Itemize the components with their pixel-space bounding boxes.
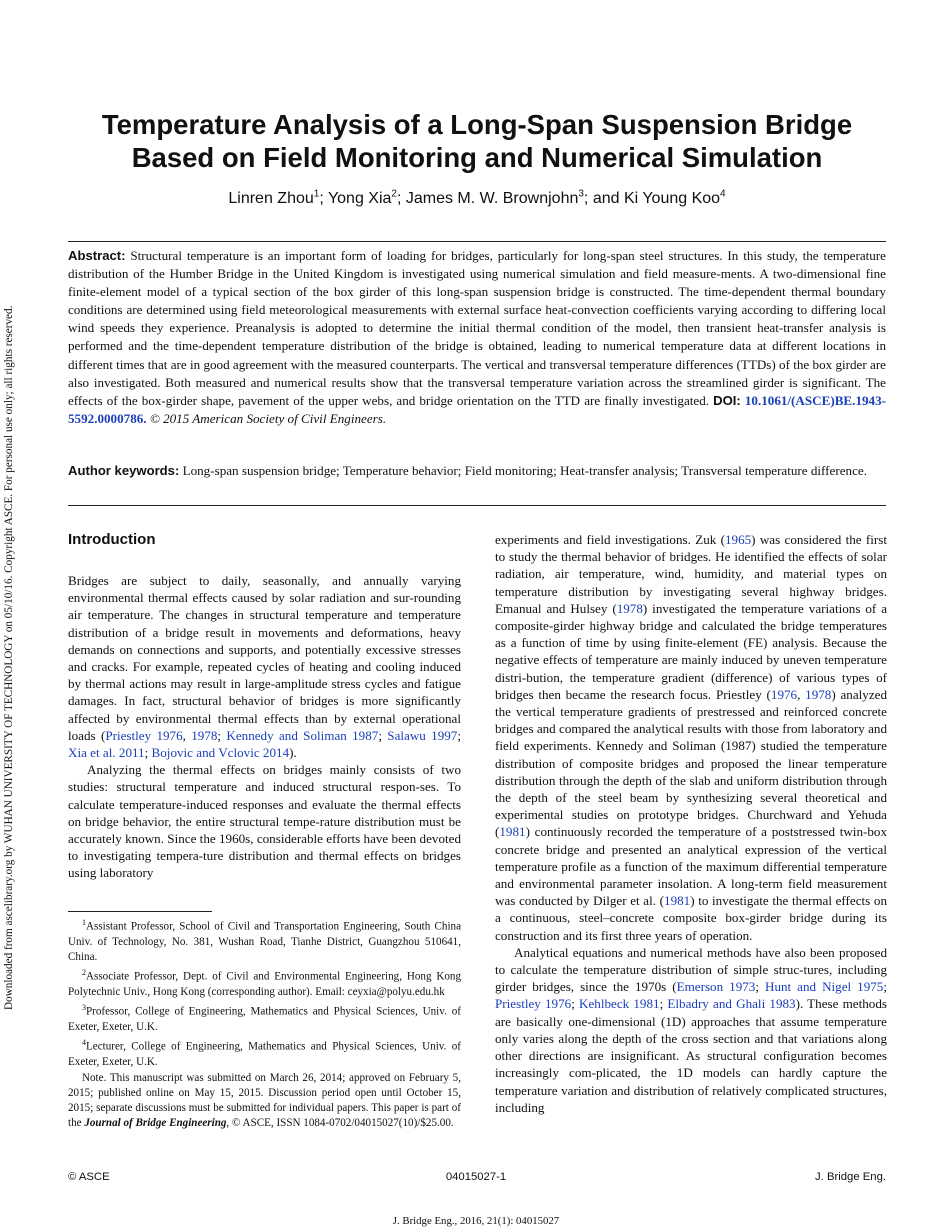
- paragraph-text: ;: [378, 727, 388, 743]
- intro-paragraph-2: [68, 761, 461, 881]
- paper-title: [68, 108, 886, 174]
- abstract-top-rule: [68, 241, 886, 242]
- paragraph-text: ;: [755, 979, 765, 995]
- citation-link[interactable]: 1978: [805, 686, 832, 702]
- footnote-2: $^2$Associate Professor, Dept. of Civil and Environmental Engineering, Hong Kong Polytechnic Univ., Hong Kong (corresponding author). Email: ceyxia@polyu.edu.hk: [68, 968, 461, 999]
- paragraph-text: ,: [797, 686, 806, 702]
- footer-page-id: 04015027-1: [445, 1171, 507, 1183]
- footnote-1: $^1$Assistant Professor, School of Civil and Transportation Engineering, South China Univ. of Technology, No. 381, Wushan Road, Tianhe District, Guangzhou 510641, China.: [68, 918, 461, 964]
- author-list: [68, 189, 886, 208]
- copyright-notice: © 2015 American Society of Civil Engineers.: [149, 410, 387, 426]
- paragraph-text: ) was considered the first to study the thermal behavior of bridges. He identified the effects of solar radiation, air temperature, wind, humidity, and material types on temperature distribution by investigating several highway bridges. Emanual and Hulsey (: [495, 532, 887, 616]
- footnote-4: $^4$Lecturer, College of Engineering, Mathematics and Physical Sciences, Univ. of Exeter, Exeter, U.K.: [68, 1038, 461, 1069]
- footer-journal: J. Bridge Eng.: [815, 1171, 886, 1183]
- footer-publisher: © ASCE: [68, 1171, 110, 1183]
- doi-label: DOI:: [713, 392, 741, 408]
- journal-name: Journal of Bridge Engineering: [84, 1117, 227, 1130]
- intro-paragraph-4: [495, 944, 887, 1116]
- right-column: [495, 531, 887, 1116]
- paragraph-text: ;: [571, 996, 580, 1012]
- author-4: Ki Young Koo$^4$: [623, 189, 726, 208]
- citation-link[interactable]: 1976: [770, 686, 798, 702]
- citation-link[interactable]: 1981: [664, 893, 691, 909]
- citation-link[interactable]: Xia et al. 2011: [68, 745, 145, 761]
- citation-link[interactable]: Priestley 1976: [495, 996, 572, 1012]
- abstract-label: Abstract:: [68, 248, 126, 263]
- citation-link[interactable]: Priestley 1976: [105, 727, 183, 743]
- submission-note: Note. This manuscript was submitted on March 26, 2014; approved on February 5, 2015; published online on May 15, 2015. Discussion period open until October 15, 2015; separate discussions must be submitted for individual papers. This paper is part of the Journal of Bridge Engineering, © ASCE, ISSN 1084-0702/04015027(10)/$25.00.: [68, 1071, 461, 1130]
- citation-link[interactable]: Salawu 1997: [387, 727, 458, 743]
- paragraph-text: ) continuously recorded the temperature of a poststressed twin-box concrete bridge and presented an analytical expression of the vertical temperature profile as a function of the maximum differential temperature and environmental parameter insolation. A long-term field measurement was conducted by Dilger et al. (: [495, 824, 887, 909]
- intro-paragraph-1: [68, 572, 461, 761]
- citation-link[interactable]: 1978: [616, 600, 643, 616]
- abstract-text: Structural temperature is an important form of loading for bridges, particularly for long-span steel structures. In this study, the temperature distribution of the Humber Bridge in the United Kingdom is investigated using numerical simulation and field measure-ments. A two-dimensional fine finite-element model of a typical section of the box girder of this long-span suspension bridge is constructed. The time-dependent thermal boundary conditions are determined using field meteorological measurements with external surface heat-convection coefficients varying according to differing local wind speeds they experience. Preanalysis is adopted to determine the initial thermal condition of the model, then transient heat-transfer analysis is performed and the time-dependent temperature distribution of the bridge is obtained, leading to numerical temperature data at different locations in different times that are in good agreement with the measured counterparts. The vertical and transversal temperature differences (TTDs) of the box girder are also investigated. Both measured and numerical results show that the transversal temperature variation across the streamlined girder is significant. The effects of the box-girder shape, pavement of the upper webs, and bridge orientation on the TTD are finally investigated.: [68, 248, 886, 408]
- paragraph-text: ;: [217, 727, 227, 743]
- paragraph-text: Bridges are subject to daily, seasonally, and annually varying environmental thermal effects caused by solar radiation and sur-rounding air temperature. The changes in structural temperature and temperature distribution of a bridge result in movements and deformations, heavy demands on connections and supports, and potentially excessive stresses and cracks. For example, repeated cycles of heating and cooling induced by thermal actions may result in large-amplitude stress cycles and fatigue damages. In fact, structural behavior of bridges is more significantly affected by environmental thermal effects than by external operational loads (: [68, 573, 461, 743]
- left-column: [68, 531, 461, 882]
- intro-paragraph-3: [495, 531, 887, 944]
- author-2: Yong Xia$^2$;: [327, 189, 406, 208]
- citation-link[interactable]: Bojovic and Vclovic 2014: [151, 745, 290, 761]
- citation-link[interactable]: Emerson 1973: [676, 979, 756, 995]
- doi-link[interactable]: 10.1061/(ASCE)BE.1943-5592.0000786.: [68, 392, 886, 426]
- title-line-1: Temperature Analysis of a Long-Span Suspension Bridge: [101, 109, 853, 140]
- paragraph-text: Analyzing the thermal effects on bridges mainly consists of two studies: structural temperature and induced structural respon-ses. To calculate temperature-induced responses and evaluate the thermal effects on bridge behavior, the entire structural tempe-rature distribution must be accurately known. Since the 1960s, considerable efforts have been devoted to investigating tempera-ture distribution and thermal effects on bridges using laboratory: [68, 762, 461, 881]
- paragraph-text: ;: [883, 979, 887, 995]
- paragraph-text: ) analyzed the vertical temperature gradients of prestressed and reinforced concrete bridges and compared the analytical results with those from laboratory and field experiments. Kennedy and Soliman (1987) studied the temperature distribution of composite bridges and proposed the linear temperature distribution through the depth of the slab and uniform distribution through the depth of the steel beam by synthesizing several theoretical and experimental studies on prototype bridges. Churchward and Yehuda (: [495, 686, 887, 840]
- title-line-2: Based on Field Monitoring and Numerical Simulation: [131, 142, 823, 173]
- paragraph-text: ,: [182, 727, 192, 743]
- citation-link[interactable]: 1981: [499, 824, 526, 840]
- author-3: James M. W. Brownjohn$^3$; and: [405, 189, 624, 208]
- citation-link[interactable]: 1978: [191, 727, 218, 743]
- paragraph-text: ) investigated the temperature variations of a composite-girder highway bridge and calculated the bridge temperatures as a function of time by using finite-element (FE) analysis. Because the negative effects of temperature are mainly induced by uneven temperature distri-bution, the temperature gradient (difference) of various types of bridges then became the research focus. Priestley (: [495, 600, 887, 702]
- paragraph-text: ;: [659, 996, 668, 1012]
- download-notice: Downloaded from ascelibrary.org by WUHAN UNIVERSITY OF TECHNOLOGY on 05/10/16. Copyright ASCE. For personal use only; all rights reserved.: [3, 305, 15, 1010]
- author-1: Linren Zhou$^1$;: [228, 189, 328, 208]
- paragraph-text: Analytical equations and numerical methods have also been proposed to calculate the temperature distribution of simple struc-tures, including girder bridges, since the 1970s (: [495, 944, 887, 995]
- paragraph-text: ). These methods are basically one-dimensional (1D) approaches that assume temperature only varies along the depth of the cross section and that variations along other directions are insignificant. As structural configuration becomes increasingly com-plicated, the 1D models can hardly capture the temperature variation and distribution of relatively complicated structures, including: [495, 996, 887, 1115]
- citation-line: J. Bridge Eng., 2016, 21(1): 04015027: [392, 1215, 560, 1227]
- footnote-rule: [68, 911, 212, 912]
- paragraph-text: ;: [144, 745, 152, 761]
- paragraph-text: ;: [457, 727, 461, 743]
- paragraph-text: ).: [289, 745, 297, 761]
- footnote-3: $^3$Professor, College of Engineering, Mathematics and Physical Sciences, Univ. of Exeter, Exeter, U.K.: [68, 1003, 461, 1034]
- abstract: [68, 247, 886, 428]
- citation-link[interactable]: Elbadry and Ghali 1983: [667, 996, 796, 1012]
- keywords-text: Long-span suspension bridge; Temperature behavior; Field monitoring; Heat-transfer analysis; Transversal temperature difference.: [182, 463, 867, 478]
- citation-link[interactable]: Kehlbeck 1981: [579, 996, 660, 1012]
- citation-link[interactable]: 1965: [724, 532, 752, 547]
- keywords-label: Author keywords:: [68, 463, 180, 478]
- citation-link[interactable]: Hunt and Nigel 1975: [764, 979, 884, 995]
- author-keywords: [68, 462, 886, 480]
- citation-link[interactable]: Kennedy and Soliman 1987: [226, 727, 379, 743]
- paragraph-text: experiments and field investigations. Zuk (: [495, 532, 725, 547]
- abstract-bottom-rule: [68, 505, 886, 506]
- paragraph-text: ) to investigate the thermal effects on a continuous, steel–concrete composite box-girder bridge during its construction and its first three years of operation.: [495, 893, 887, 943]
- footnotes: [68, 915, 461, 1131]
- introduction-heading: Introduction: [68, 531, 156, 548]
